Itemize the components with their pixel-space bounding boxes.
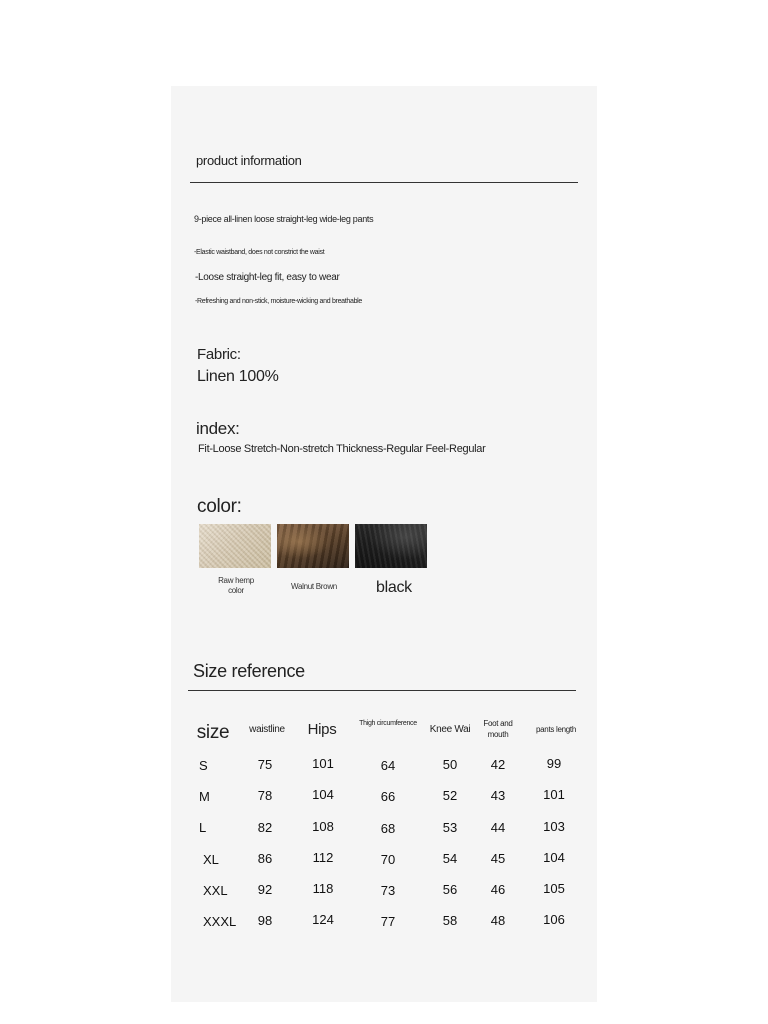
table-cell: 103 [543, 819, 565, 834]
table-cell: 86 [257, 851, 273, 866]
table-cell: 58 [442, 913, 458, 928]
feature-item-3: -Refreshing and non-stick, moisture-wicking and breathable [195, 298, 363, 305]
column-header-size: size [196, 722, 230, 743]
swatch-label-raw-hemp: Raw hemp color [218, 576, 254, 595]
table-cell: 64 [380, 758, 396, 773]
product-info-heading: product information [196, 153, 302, 168]
table-cell: 104 [543, 850, 565, 865]
table-cell: 78 [257, 788, 273, 803]
table-cell: XL [203, 852, 219, 867]
table-cell: 104 [312, 787, 334, 802]
product-title: 9-piece all-linen loose straight-leg wide-leg pants [194, 214, 374, 224]
product-detail-card [171, 86, 597, 1002]
swatch-label-walnut-brown: Walnut Brown [291, 582, 337, 591]
table-cell: 50 [442, 757, 458, 772]
size-reference-divider [188, 690, 576, 691]
table-cell: 56 [442, 882, 458, 897]
table-cell: 44 [490, 820, 506, 835]
table-cell: 82 [257, 820, 273, 835]
table-cell: 70 [380, 852, 396, 867]
table-cell: XXL [203, 883, 228, 898]
table-cell: 112 [312, 850, 334, 865]
table-cell: 124 [312, 912, 334, 927]
table-cell: S [199, 758, 208, 773]
table-cell: 73 [380, 883, 396, 898]
table-cell: 75 [257, 757, 273, 772]
swatch-black[interactable] [355, 524, 427, 568]
fabric-label: Fabric: [197, 346, 241, 363]
table-cell: 92 [257, 882, 273, 897]
size-reference-heading: Size reference [193, 661, 305, 681]
column-header-waistline: waistline [249, 724, 285, 735]
feature-item-1: -Elastic waistband, does not constrict the waist [194, 249, 325, 256]
table-cell: 46 [490, 882, 506, 897]
table-cell: 101 [312, 756, 334, 771]
table-cell: 118 [312, 881, 334, 896]
color-label: color: [197, 496, 242, 517]
column-header-hips: Hips [307, 721, 337, 738]
table-cell: 45 [490, 851, 506, 866]
column-header-pants-length: pants length [536, 725, 576, 734]
product-info-divider [190, 182, 578, 183]
swatch-label-black: black [376, 579, 412, 596]
swatch-raw-hemp[interactable] [199, 524, 271, 568]
table-cell: 108 [312, 819, 334, 834]
index-value: Fit-Loose Stretch-Non-stretch Thickness-Regular Feel-Regular [198, 443, 486, 455]
column-header-foot-mouth: Foot and mouth [483, 719, 513, 739]
feature-item-2: -Loose straight-leg fit, easy to wear [195, 272, 340, 283]
table-cell: 43 [490, 788, 506, 803]
table-cell: 42 [490, 757, 506, 772]
column-header-knee: Knee Wai [429, 724, 471, 735]
table-cell: 53 [442, 820, 458, 835]
column-header-thigh: Thigh circumference [359, 720, 417, 727]
table-cell: 106 [543, 912, 565, 927]
table-cell: 99 [546, 756, 562, 771]
table-cell: M [199, 789, 210, 804]
swatch-walnut-brown[interactable] [277, 524, 349, 568]
table-cell: XXXL [203, 914, 237, 929]
table-cell: 54 [442, 851, 458, 866]
fabric-value: Linen 100% [197, 368, 279, 385]
table-cell: 68 [380, 821, 396, 836]
table-cell: 77 [380, 914, 396, 929]
table-cell: 48 [490, 913, 506, 928]
table-cell: 98 [257, 913, 273, 928]
table-cell: L [199, 820, 207, 835]
table-cell: 66 [380, 789, 396, 804]
table-cell: 101 [543, 787, 565, 802]
index-label: index: [196, 419, 240, 438]
table-cell: 105 [543, 881, 565, 896]
table-cell: 52 [442, 788, 458, 803]
